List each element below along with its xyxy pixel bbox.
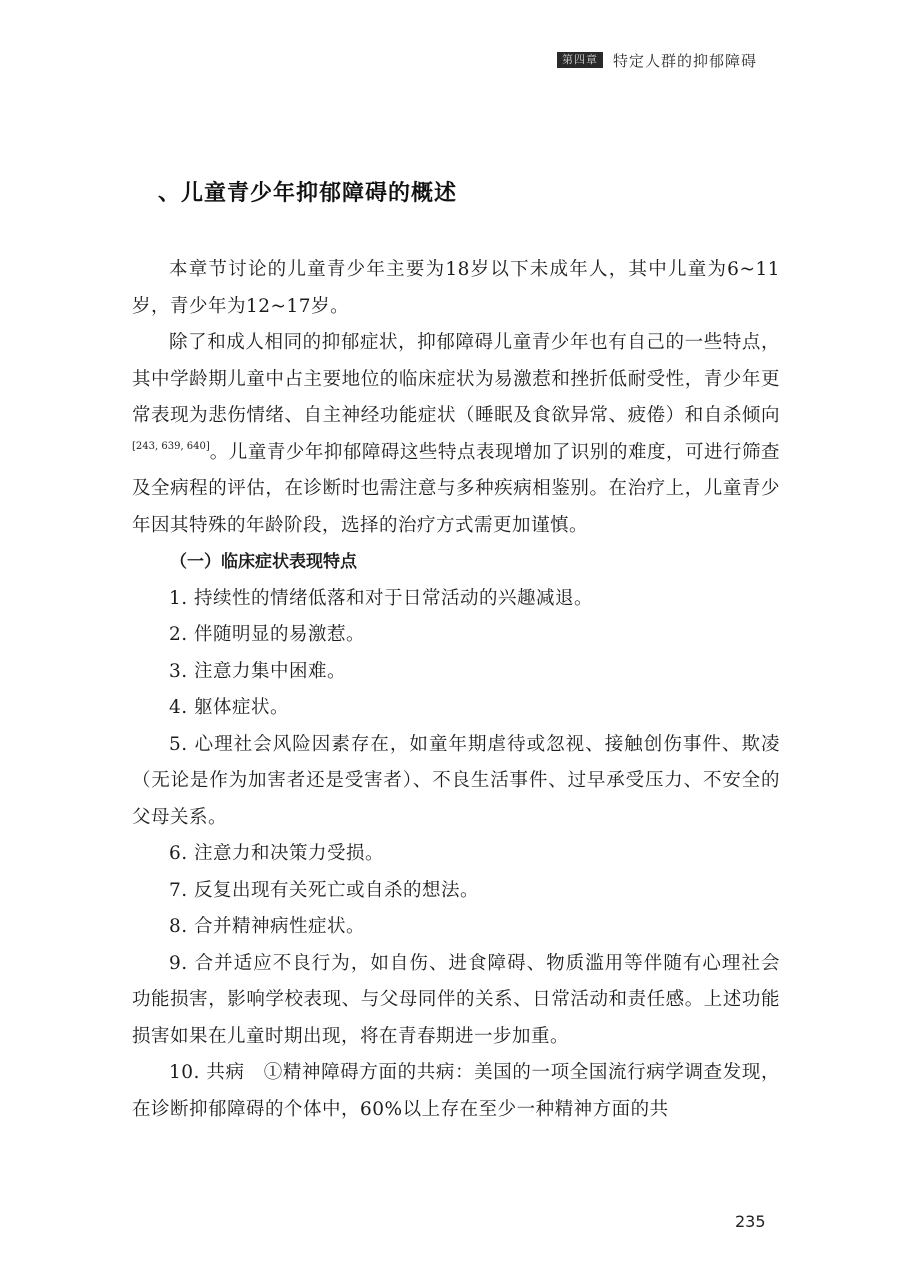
list-item: 3. 注意力集中困难。 (169, 660, 347, 682)
chapter-tag: 第四章 (557, 52, 603, 68)
body-text (132, 252, 780, 1128)
intro-paragraph-2 (132, 325, 780, 544)
clinical-subheading: （一）临床症状表现特点 (170, 552, 357, 572)
running-title: 特定人群的抑郁障碍 (613, 51, 758, 70)
intro-paragraph-2-text-continued: 。儿童青少年抑郁障碍这些特点表现增加了识别的难度，可进行筛查及全病程的评估，在诊断时也需注意与多种疾病相鉴别。在治疗上，儿童青少年因其特殊的年龄阶段，选择的治疗方式需更加谨慎。 (132, 441, 780, 536)
list-item: 10. 共病 ①精神障碍方面的共病：美国的一项全国流行病学调查发现，在诊断抑郁障碍的个体中，60%以上存在至少一种精神方面的共 (132, 1062, 780, 1120)
section-heading: 、儿童青少年抑郁障碍的概述 (158, 181, 458, 206)
list-item: 7. 反复出现有关死亡或自杀的想法。 (169, 879, 480, 901)
citation-reference: [243, 639, 640] (132, 440, 210, 452)
list-item: 4. 躯体症状。 (169, 697, 290, 718)
list-item: 2. 伴随明显的易激惹。 (169, 624, 366, 645)
intro-paragraph-2-text: 除了和成人相同的抑郁症状，抑郁障碍儿童青少年也有自己的一些特点，其中学龄期儿童中占主要地位的临床症状为易激惹和挫折低耐受性，青少年更常表现为悲伤情绪、自主神经功能症状（睡眠及食欲异常、疲倦）和自杀倾向 (132, 332, 780, 426)
list-item: 6. 注意力和决策力受损。 (169, 843, 385, 864)
list-item: 1. 持续性的情绪低落和对于日常活动的兴趣减退。 (169, 587, 594, 609)
page-number: 235 (735, 1212, 766, 1231)
running-header (557, 48, 783, 72)
list-item: 5. 心理社会风险因素存在，如童年期虐待或忽视、接触创伤事件、欺凌（无论是作为加害者还是受害者）、不良生活事件、过早承受压力、不安全的父母关系。 (132, 733, 780, 828)
list-item: 9. 合并适应不良行为，如自伤、进食障碍、物质滥用等伴随有心理社会功能损害，影响学校表现、与父母同伴的关系、日常活动和责任感。上述功能损害如果在儿童时期出现，将在青春期进一步加重。 (132, 952, 780, 1047)
intro-paragraph-1: 本章节讨论的儿童青少年主要为18岁以下未成年人，其中儿童为6~11岁，青少年为12~17岁。 (132, 259, 780, 317)
list-item: 8. 合并精神病性症状。 (169, 916, 366, 937)
